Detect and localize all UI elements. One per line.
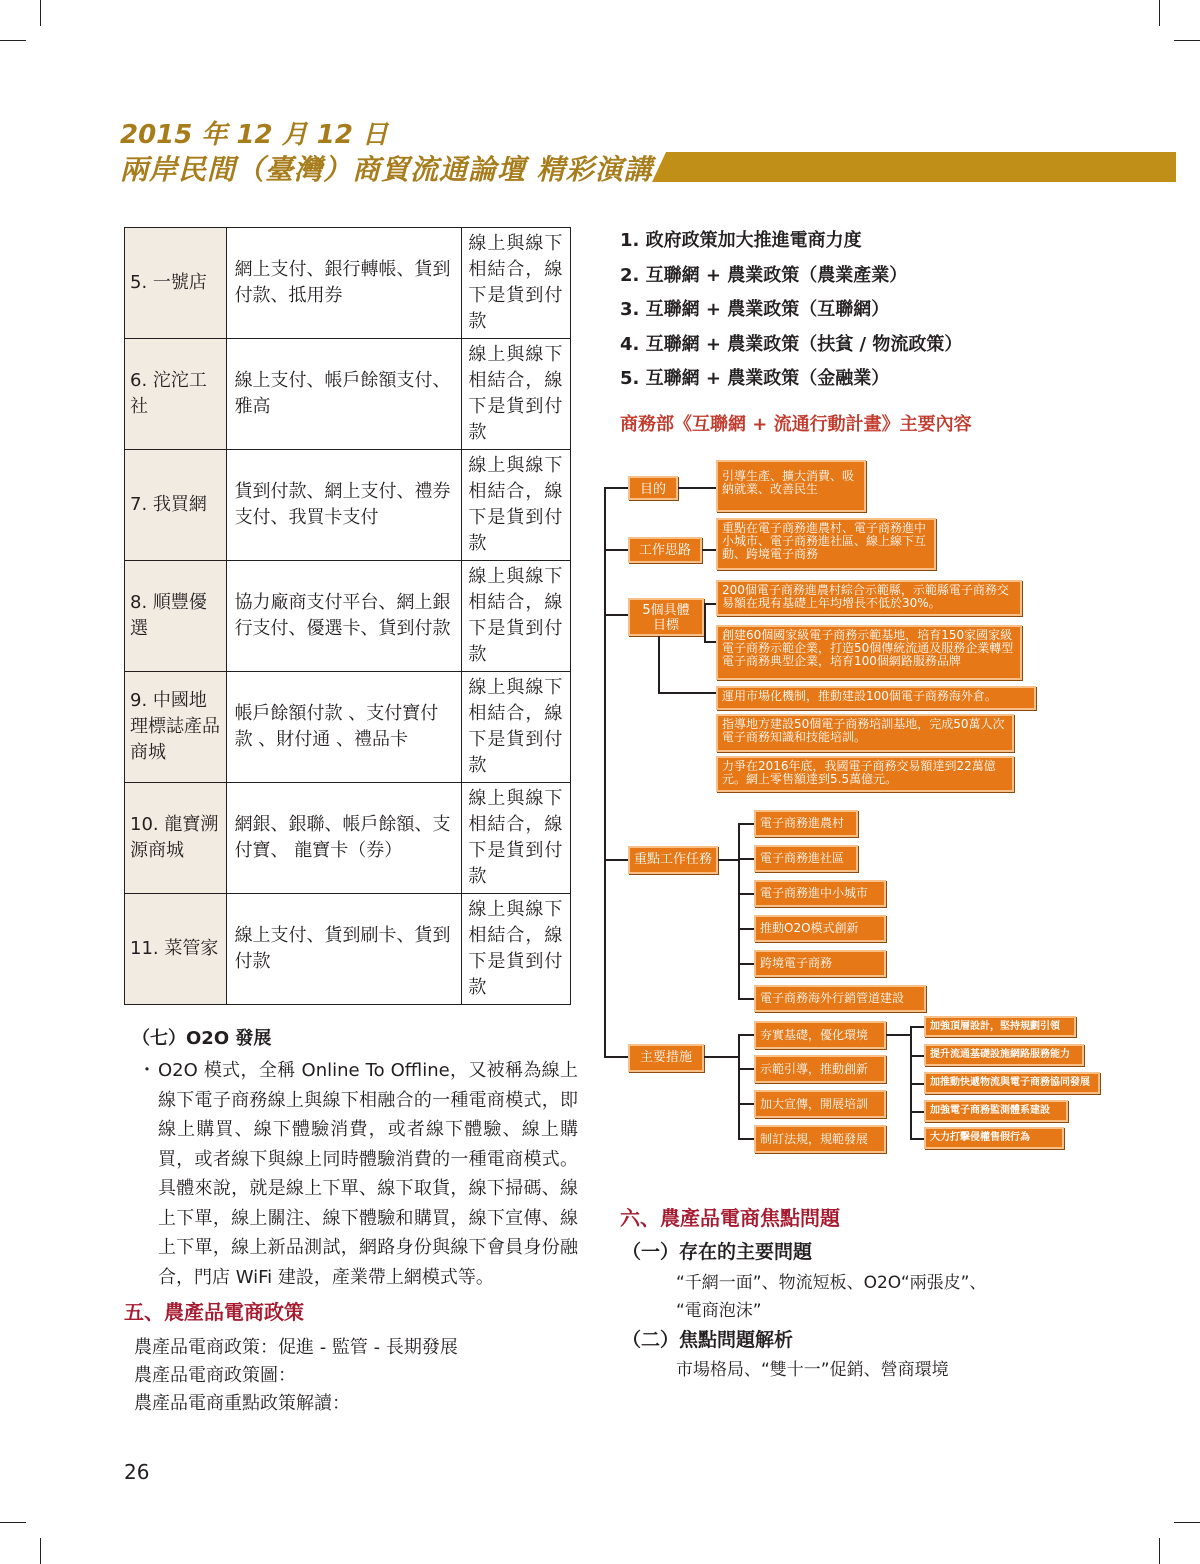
connector-line	[738, 998, 754, 1000]
connector-line	[738, 1068, 754, 1070]
category-tasks: 重點工作任務	[628, 846, 718, 874]
table-row	[125, 228, 571, 339]
connector-line	[704, 641, 716, 643]
connector-line	[738, 1034, 740, 1139]
connector-line	[604, 549, 628, 551]
connector-line	[738, 1138, 754, 1140]
category-measures: 主要措施	[628, 1044, 704, 1072]
payment-methods: 線上支付、帳戶餘額支付、雅高	[226, 339, 462, 450]
task-box: 電子商務進中小城市	[754, 880, 886, 907]
payment-methods: 帳戶餘額付款 、支付寶付款 、財付通 、禮品卡	[226, 672, 462, 783]
sales-mode: 線上與線下相結合，線下是貨到付款	[462, 561, 571, 672]
store-name: 10. 龍寶溯源商城	[125, 783, 227, 894]
category-targets: 5個具體目標	[628, 598, 704, 636]
table-row	[125, 450, 571, 561]
section6-text: “千網一面”、物流短板、O2O“兩張皮”、	[676, 1273, 987, 1293]
store-name: 6. 沱沱工社	[125, 339, 227, 450]
measure-detail-box: 加強頂層設計，堅持規劃引領	[924, 1016, 1076, 1037]
section6-text: “電商泡沫”	[676, 1301, 762, 1321]
payment-methods: 線上支付、貨到刷卡、貨到付款	[226, 894, 462, 1005]
connector-line	[738, 963, 754, 965]
o2o-heading: （七）O2O 發展	[132, 1028, 272, 1049]
connector-line	[886, 1034, 910, 1036]
section6-sub1: （一）存在的主要問題	[622, 1241, 813, 1263]
section5-line: 農產品電商重點政策解讀：	[134, 1393, 350, 1414]
crop-mark	[40, 1538, 41, 1564]
crop-mark	[1174, 40, 1200, 41]
connector-line	[910, 1026, 924, 1028]
o2o-text: O2O 模式，全稱 Online To Offline，又被稱為線上線下電子商務線上與線下相融合的一種電商模式，即線上購買、線下體驗消費，或者線下體驗、線上購買，或者線下與線上同時體驗消費的一種電商模式。具體來說，就是線上下單、線下取貨，線下掃碼、線上下單，線上關注、線下體驗和購買，線下宣傳、線上下單，線上新品測試，網路身份與線下會員身份融合，門店 WiFi 建設，產業帶上網模式等。	[158, 1060, 578, 1288]
connector-line	[658, 636, 660, 694]
table-row	[125, 894, 571, 1005]
goal-box: 引導生產、擴大消費、吸納就業、改善民生	[716, 460, 866, 512]
store-name: 11. 菜管家	[125, 894, 227, 1005]
category-approach: 工作思路	[628, 537, 702, 563]
connector-line	[704, 1056, 738, 1058]
section5-line: 農產品電商政策：促進 - 監管 - 長期發展	[134, 1337, 458, 1358]
header-bar	[652, 152, 1176, 182]
store-name: 5. 一號店	[125, 228, 227, 339]
crop-mark	[1159, 1538, 1160, 1564]
crop-mark	[1159, 0, 1160, 26]
section5-line: 農產品電商政策圖：	[134, 1365, 296, 1386]
sales-mode: 線上與線下相結合，線下是貨到付款	[462, 783, 571, 894]
measure-detail-box: 加強電子商務監測體系建設	[924, 1100, 1068, 1122]
task-box: 電子商務進社區	[754, 845, 858, 872]
crop-mark	[1174, 1522, 1200, 1523]
list-item: 4. 互聯網 + 農業政策（扶貧 / 物流政策）	[620, 333, 963, 355]
connector-line	[718, 859, 738, 861]
task-box: 推動O2O模式創新	[754, 915, 886, 942]
connector-line	[910, 1083, 924, 1085]
measure-box: 夯實基礎，優化環境	[754, 1021, 886, 1049]
connector-line	[704, 603, 706, 643]
measure-box: 加大宣傳，開展培訓	[754, 1090, 886, 1118]
measure-box: 制訂法規，規範發展	[754, 1125, 886, 1153]
list-item: 1. 政府政策加大推進電商力度	[620, 230, 862, 251]
target-box: 指導地方建設50個電子商務培訓基地，完成50萬人次電子商務知識和技能培訓。	[716, 714, 1014, 752]
task-box: 電子商務進農村	[754, 810, 858, 837]
connector-line	[910, 1138, 924, 1140]
target-box: 力爭在2016年底，我國電子商務交易額達到22萬億元。網上零售額達到5.5萬億元。	[716, 756, 1014, 792]
sales-mode: 線上與線下相結合，線下是貨到付款	[462, 228, 571, 339]
page-number: 26	[124, 1460, 150, 1484]
connector-line	[604, 859, 628, 861]
list-item: 3. 互聯網 + 農業政策（互聯網）	[620, 299, 890, 321]
target-box: 創建60個國家級電子商務示範基地，培育150家國家級電子商務示範企業，打造50個傳統流通及服務企業轉型電子商務典型企業，培育100個網路服務品牌	[716, 625, 1022, 680]
connector-line	[738, 893, 754, 895]
store-name: 7. 我買網	[125, 450, 227, 561]
table-row	[125, 561, 571, 672]
connector-line	[658, 692, 716, 694]
connector-line	[910, 1026, 912, 1138]
connector-line	[738, 1103, 754, 1105]
target-box: 200個電子商務進農村綜合示範縣，示範縣電子商務交易額在現有基礎上年均增長不低於30%。	[716, 580, 1022, 616]
crop-mark	[0, 1522, 26, 1523]
crop-mark	[40, 0, 41, 26]
header-date: 2015 年 12 月 12 日	[120, 120, 388, 150]
list-item: 2. 互聯網 + 農業政策（農業產業）	[620, 264, 908, 286]
connector-line	[604, 487, 628, 489]
payment-methods: 貨到付款、網上支付、禮券支付、我買卡支付	[226, 450, 462, 561]
category-goal: 目的	[628, 476, 678, 500]
table-row	[125, 339, 571, 450]
connector-line	[738, 858, 754, 860]
target-box: 運用市場化機制，推動建設100個電子商務海外倉。	[716, 686, 1036, 710]
measure-box: 示範引導，推動創新	[754, 1055, 886, 1083]
connector-line	[738, 823, 754, 825]
section6-text: 市場格局、“雙十一”促銷、營商環境	[676, 1360, 949, 1380]
approach-box: 重點在電子商務進農村、電子商務進中小城市、電子商務進社區、線上線下互動、跨境電子商務	[716, 518, 936, 570]
connector-line	[604, 1056, 628, 1058]
list-item: 5. 互聯網 + 農業政策（金融業）	[620, 368, 890, 390]
header-title: 兩岸民間（臺灣）商貿流通論壇 精彩演講	[120, 153, 653, 186]
sales-mode: 線上與線下相結合，線下是貨到付款	[462, 450, 571, 561]
payment-methods: 網上支付、銀行轉帳、貨到付款、抵用券	[226, 228, 462, 339]
plan-title: 商務部《互聯網 + 流通行動計畫》主要內容	[620, 414, 972, 435]
connector-line	[604, 614, 628, 616]
connector-line	[738, 823, 740, 998]
connector-line	[678, 487, 716, 489]
payment-methods: 網銀、銀聯、帳戶餘額、支付寶、 龍寶卡（券）	[226, 783, 462, 894]
store-payment-table	[124, 227, 571, 1005]
sales-mode: 線上與線下相結合，線下是貨到付款	[462, 339, 571, 450]
sales-mode: 線上與線下相結合，線下是貨到付款	[462, 894, 571, 1005]
table-row	[125, 672, 571, 783]
section6-heading: 六、農產品電商焦點問題	[620, 1206, 840, 1230]
connector-line	[738, 1034, 754, 1036]
task-box: 電子商務海外行銷管道建設	[754, 985, 926, 1012]
measure-detail-box: 加推動快遞物流與電子商務協同發展	[924, 1072, 1100, 1094]
sales-mode: 線上與線下相結合，線下是貨到付款	[462, 672, 571, 783]
task-box: 跨境電子商務	[754, 950, 886, 977]
table-row	[125, 783, 571, 894]
connector-line	[702, 549, 716, 551]
section6-sub2: （二）焦點問題解析	[622, 1329, 794, 1351]
measure-detail-box: 提升流通基礎設施網路服務能力	[924, 1044, 1084, 1066]
section5-heading: 五、農產品電商政策	[124, 1300, 304, 1324]
measure-detail-box: 大力打擊侵權售假行為	[924, 1127, 1064, 1149]
store-name: 9. 中國地理標誌產品商城	[125, 672, 227, 783]
connector-line	[738, 928, 754, 930]
o2o-paragraph	[138, 1056, 578, 1292]
connector-line	[910, 1055, 924, 1057]
crop-mark	[0, 40, 26, 41]
payment-methods: 協力廠商支付平台、網上銀行支付、優選卡、貨到付款	[226, 561, 462, 672]
bullet: ・	[138, 1060, 156, 1081]
connector-line	[910, 1111, 924, 1113]
policy-list	[620, 226, 962, 399]
connector-line	[604, 487, 606, 1058]
store-name: 8. 順豐優選	[125, 561, 227, 672]
